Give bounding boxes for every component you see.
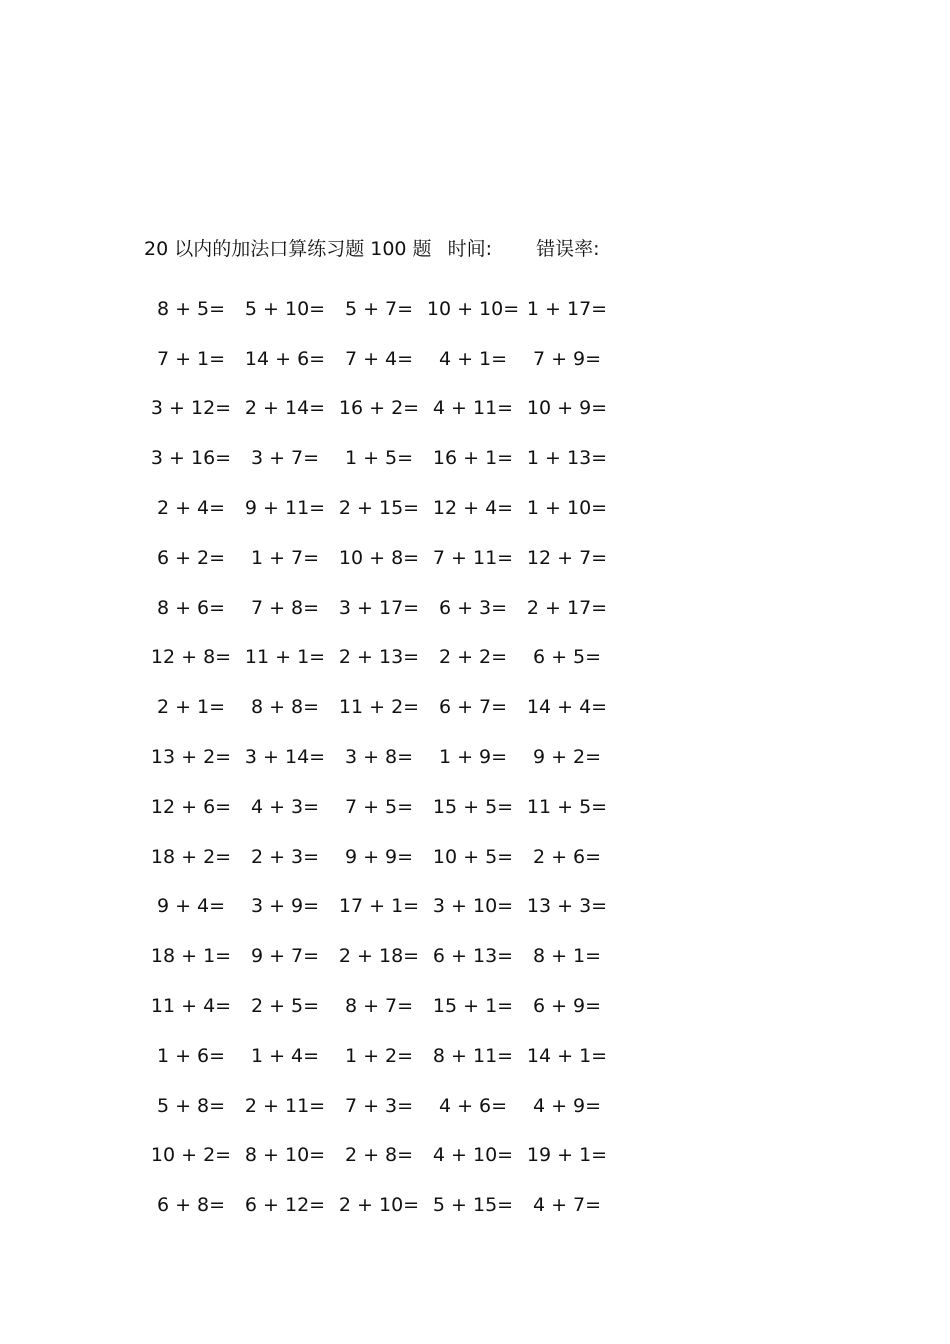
addition-problem: 3 + 17= — [338, 596, 420, 619]
addition-problem: 1 + 17= — [526, 297, 608, 320]
addition-problem: 7 + 8= — [250, 596, 320, 619]
addition-problem: 2 + 10= — [338, 1194, 420, 1217]
addition-problem: 12 + 6= — [150, 795, 232, 818]
problem-row — [144, 882, 644, 932]
addition-problem: 1 + 9= — [438, 746, 508, 769]
addition-problem: 14 + 6= — [244, 347, 326, 370]
addition-problem: 8 + 5= — [156, 297, 226, 320]
problem-row — [144, 334, 644, 384]
addition-problem: 1 + 4= — [250, 1044, 320, 1067]
addition-problem: 2 + 5= — [250, 995, 320, 1018]
problem-row — [144, 981, 644, 1031]
problem-row — [144, 682, 644, 732]
problem-row — [144, 284, 644, 334]
addition-problem: 9 + 9= — [344, 845, 414, 868]
addition-problem: 3 + 8= — [344, 746, 414, 769]
addition-problem: 2 + 17= — [526, 596, 608, 619]
addition-problem: 4 + 1= — [438, 347, 508, 370]
addition-problem: 3 + 16= — [150, 447, 232, 470]
addition-problem: 4 + 11= — [432, 397, 514, 420]
addition-problem: 5 + 15= — [432, 1194, 514, 1217]
addition-problem: 2 + 2= — [438, 646, 508, 669]
addition-problem: 6 + 13= — [432, 945, 514, 968]
addition-problem: 8 + 8= — [250, 696, 320, 719]
addition-problem: 17 + 1= — [338, 895, 420, 918]
addition-problem: 14 + 4= — [526, 696, 608, 719]
error-rate-label: 错误率: — [536, 238, 600, 260]
addition-problem: 2 + 15= — [338, 497, 420, 520]
addition-problem: 9 + 4= — [156, 895, 226, 918]
addition-problem: 9 + 7= — [250, 945, 320, 968]
addition-problem: 18 + 1= — [150, 945, 232, 968]
addition-problem: 10 + 9= — [526, 397, 608, 420]
addition-problem: 6 + 9= — [532, 995, 602, 1018]
addition-problem: 18 + 2= — [150, 845, 232, 868]
addition-problem: 6 + 5= — [532, 646, 602, 669]
addition-problem: 13 + 3= — [526, 895, 608, 918]
addition-problem: 11 + 2= — [338, 696, 420, 719]
worksheet-heading — [144, 236, 599, 262]
addition-problem: 2 + 11= — [244, 1094, 326, 1117]
addition-problem: 10 + 5= — [432, 845, 514, 868]
addition-problem: 6 + 2= — [156, 546, 226, 569]
addition-problem: 7 + 4= — [344, 347, 414, 370]
addition-problem: 3 + 14= — [244, 746, 326, 769]
addition-problem: 8 + 6= — [156, 596, 226, 619]
problem-grid — [144, 284, 644, 1230]
problem-row — [144, 384, 644, 434]
addition-problem: 7 + 5= — [344, 795, 414, 818]
addition-problem: 3 + 9= — [250, 895, 320, 918]
problem-row — [144, 732, 644, 782]
addition-problem: 6 + 3= — [438, 596, 508, 619]
addition-problem: 10 + 8= — [338, 546, 420, 569]
addition-problem: 7 + 1= — [156, 347, 226, 370]
addition-problem: 4 + 6= — [438, 1094, 508, 1117]
addition-problem: 8 + 1= — [532, 945, 602, 968]
addition-problem: 9 + 2= — [532, 746, 602, 769]
addition-problem: 2 + 8= — [344, 1144, 414, 1167]
addition-problem: 8 + 7= — [344, 995, 414, 1018]
addition-problem: 2 + 13= — [338, 646, 420, 669]
addition-problem: 11 + 5= — [526, 795, 608, 818]
problem-row — [144, 931, 644, 981]
addition-problem: 4 + 7= — [532, 1194, 602, 1217]
addition-problem: 9 + 11= — [244, 497, 326, 520]
addition-problem: 1 + 6= — [156, 1044, 226, 1067]
addition-problem: 2 + 14= — [244, 397, 326, 420]
addition-problem: 5 + 10= — [244, 297, 326, 320]
addition-problem: 8 + 11= — [432, 1044, 514, 1067]
time-label: 时间: — [447, 238, 493, 260]
problem-row — [144, 1180, 644, 1230]
problem-row — [144, 1031, 644, 1081]
problem-row — [144, 533, 644, 583]
addition-problem: 6 + 12= — [244, 1194, 326, 1217]
addition-problem: 2 + 4= — [156, 497, 226, 520]
addition-problem: 13 + 2= — [150, 746, 232, 769]
addition-problem: 6 + 8= — [156, 1194, 226, 1217]
worksheet-title: 20 以内的加法口算练习题 100 题 — [144, 238, 432, 260]
addition-problem: 7 + 11= — [432, 546, 514, 569]
problem-row — [144, 483, 644, 533]
addition-problem: 3 + 7= — [250, 447, 320, 470]
addition-problem: 12 + 7= — [526, 546, 608, 569]
problem-row — [144, 633, 644, 683]
addition-problem: 11 + 1= — [244, 646, 326, 669]
addition-problem: 16 + 2= — [338, 397, 420, 420]
addition-problem: 3 + 10= — [432, 895, 514, 918]
addition-problem: 1 + 5= — [344, 447, 414, 470]
addition-problem: 7 + 3= — [344, 1094, 414, 1117]
addition-problem: 2 + 6= — [532, 845, 602, 868]
addition-problem: 12 + 4= — [432, 497, 514, 520]
problem-row — [144, 832, 644, 882]
addition-problem: 2 + 3= — [250, 845, 320, 868]
problem-row — [144, 583, 644, 633]
addition-problem: 4 + 9= — [532, 1094, 602, 1117]
addition-problem: 6 + 7= — [438, 696, 508, 719]
addition-problem: 12 + 8= — [150, 646, 232, 669]
problem-row — [144, 433, 644, 483]
addition-problem: 2 + 18= — [338, 945, 420, 968]
addition-problem: 11 + 4= — [150, 995, 232, 1018]
addition-problem: 14 + 1= — [526, 1044, 608, 1067]
addition-problem: 1 + 10= — [526, 497, 608, 520]
addition-problem: 2 + 1= — [156, 696, 226, 719]
problem-row — [144, 1131, 644, 1181]
addition-problem: 5 + 7= — [344, 297, 414, 320]
addition-problem: 8 + 10= — [244, 1144, 326, 1167]
addition-problem: 7 + 9= — [532, 347, 602, 370]
addition-problem: 1 + 13= — [526, 447, 608, 470]
addition-problem: 15 + 5= — [432, 795, 514, 818]
addition-problem: 1 + 2= — [344, 1044, 414, 1067]
addition-problem: 4 + 3= — [250, 795, 320, 818]
addition-problem: 4 + 10= — [432, 1144, 514, 1167]
addition-problem: 5 + 8= — [156, 1094, 226, 1117]
problem-row — [144, 1081, 644, 1131]
addition-problem: 1 + 7= — [250, 546, 320, 569]
addition-problem: 10 + 2= — [150, 1144, 232, 1167]
addition-problem: 19 + 1= — [526, 1144, 608, 1167]
addition-problem: 10 + 10= — [426, 297, 520, 320]
addition-problem: 3 + 12= — [150, 397, 232, 420]
problem-row — [144, 782, 644, 832]
addition-problem: 16 + 1= — [432, 447, 514, 470]
addition-problem: 15 + 1= — [432, 995, 514, 1018]
